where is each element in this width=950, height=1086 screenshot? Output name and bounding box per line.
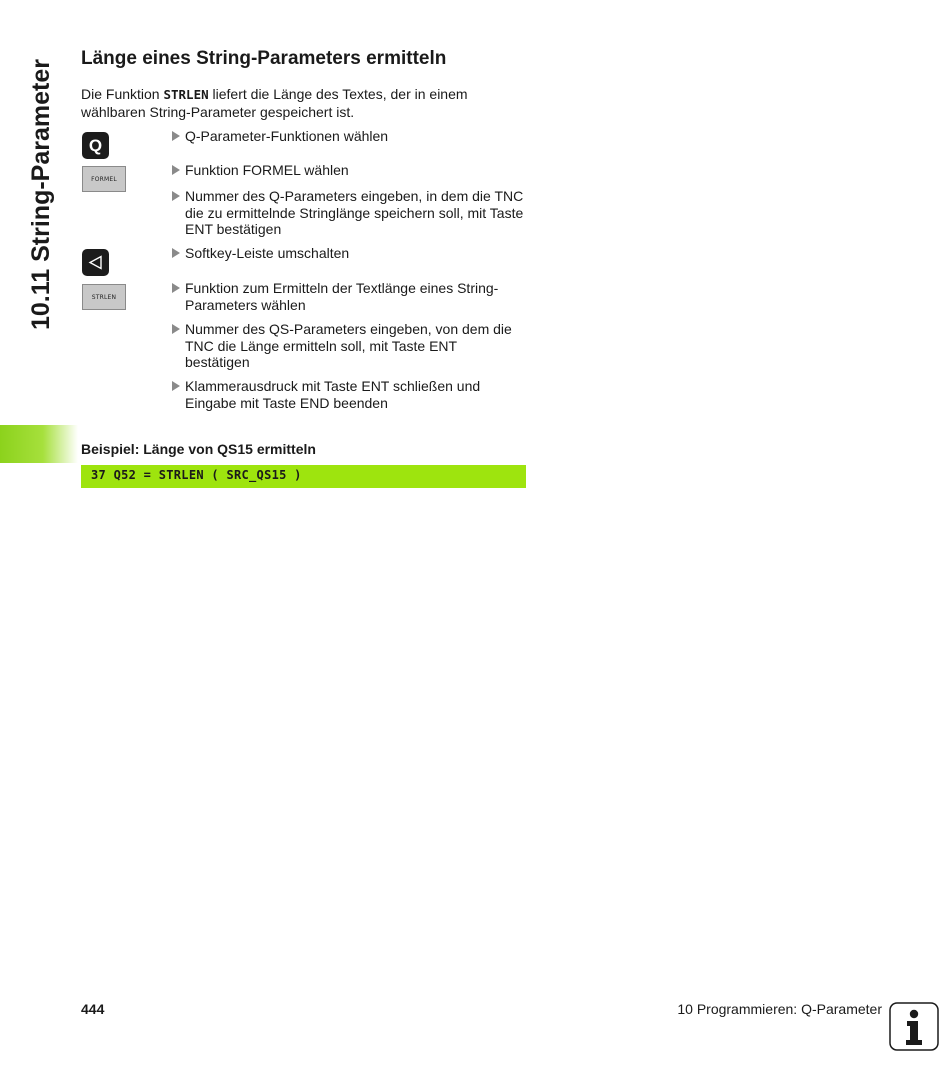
step-1 bbox=[172, 128, 524, 145]
step-7-text: Klammerausdruck mit Taste ENT schließen und Eingabe mit Taste END beenden bbox=[185, 378, 481, 411]
bullet-triangle-icon bbox=[172, 191, 180, 201]
step-2 bbox=[172, 162, 524, 179]
page-number: 444 bbox=[81, 1001, 105, 1017]
intro-after: liefert die Länge des Textes, der in einem wählbaren String-Parameter gespeichert ist. bbox=[81, 86, 468, 120]
step-3-text: Nummer des Q-Parameters eingeben, in dem die TNC die zu ermittelnde Stringlänge speichern soll, mit Taste ENT bestätigen bbox=[185, 188, 524, 237]
triangle-left-icon bbox=[88, 255, 103, 270]
strlen-softkey[interactable] bbox=[82, 284, 126, 310]
strlen-softkey-label: STRLEN bbox=[91, 293, 117, 301]
bullet-triangle-icon bbox=[172, 381, 180, 391]
step-5-text: Funktion zum Ermitteln der Textlänge eines String-Parameters wählen bbox=[185, 280, 499, 313]
page-title: Länge eines String-Parameters ermitteln bbox=[81, 48, 447, 69]
intro-code: STRLEN bbox=[163, 87, 209, 102]
step-6 bbox=[172, 321, 524, 371]
formel-softkey-label: FORMEL bbox=[91, 175, 117, 183]
chapter-title: 10 Programmieren: Q-Parameter bbox=[677, 1001, 882, 1017]
step-5 bbox=[172, 280, 524, 313]
step-4 bbox=[172, 245, 524, 262]
intro-paragraph bbox=[81, 86, 521, 120]
bullet-triangle-icon bbox=[172, 165, 180, 175]
q-key-button[interactable] bbox=[82, 132, 109, 159]
q-key-label: Q bbox=[88, 135, 103, 155]
side-section-title-text: 10.11 String-Parameter bbox=[27, 59, 55, 330]
bullet-triangle-icon bbox=[172, 283, 180, 293]
example-label: Beispiel: Länge von QS15 ermitteln bbox=[81, 441, 316, 457]
bullet-triangle-icon bbox=[172, 324, 180, 334]
shift-softkey-bar-button[interactable] bbox=[82, 249, 109, 276]
side-section-title bbox=[23, 50, 59, 330]
formel-softkey[interactable] bbox=[82, 166, 126, 192]
step-1-text: Q-Parameter-Funktionen wählen bbox=[185, 128, 389, 144]
step-4-text: Softkey-Leiste umschalten bbox=[185, 245, 350, 261]
example-code-line: 37 Q52 = STRLEN ( SRC_QS15 ) bbox=[91, 468, 302, 482]
info-icon[interactable] bbox=[889, 1002, 939, 1051]
bullet-triangle-icon bbox=[172, 131, 180, 141]
bullet-triangle-icon bbox=[172, 248, 180, 258]
step-7 bbox=[172, 378, 524, 411]
intro-before: Die Funktion bbox=[81, 86, 164, 102]
step-6-text: Nummer des QS-Parameters eingeben, von dem die TNC die Länge ermitteln soll, mit Taste ENT bestätigen bbox=[185, 321, 512, 370]
step-2-text: Funktion FORMEL wählen bbox=[185, 162, 349, 178]
example-code-block bbox=[81, 465, 526, 488]
step-3 bbox=[172, 188, 524, 238]
green-chapter-tab bbox=[0, 425, 78, 463]
